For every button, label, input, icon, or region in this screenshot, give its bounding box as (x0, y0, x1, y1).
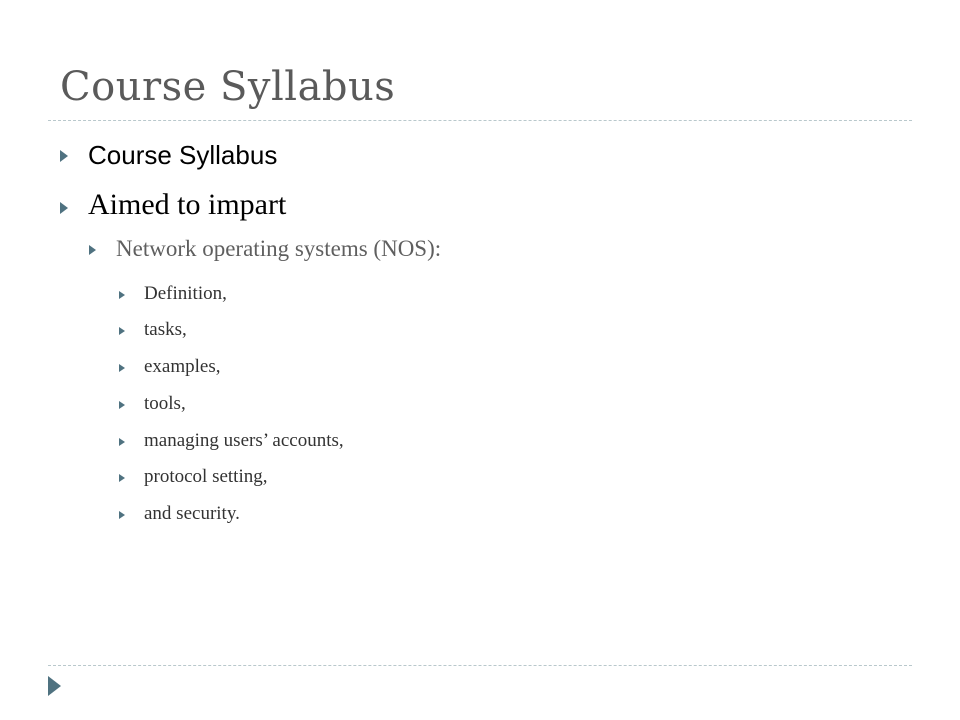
sub-sub-item-tools: tools, (144, 393, 186, 414)
sub-sub-item-examples: examples, (144, 356, 221, 377)
sub-sub-bullet-arrow-icon (119, 291, 125, 299)
footer-arrow-icon (48, 676, 61, 696)
sub-sub-item-security: and security. (144, 503, 240, 524)
sub-sub-bullet-arrow-icon (119, 438, 125, 446)
sub-item-nos: Network operating systems (NOS): (116, 236, 442, 261)
sub-sub-bullet-arrow-icon (119, 474, 125, 482)
sub-sub-bullet-arrow-icon (119, 327, 125, 335)
sub-sub-item-tasks: tasks, (144, 319, 187, 340)
sub-sub-item-protocol-setting: protocol setting, (144, 466, 268, 487)
bullet-item-aimed-to-impart: Aimed to impart (88, 188, 287, 221)
sub-sub-bullet-arrow-icon (119, 511, 125, 519)
sub-sub-item-definition: Definition, (144, 283, 227, 304)
sub-sub-item-managing-users: managing users’ accounts, (144, 430, 344, 451)
bullet-arrow-icon (60, 150, 68, 162)
bullet-arrow-icon (60, 202, 68, 214)
bullet-item-course-syllabus: Course Syllabus (88, 140, 278, 170)
footer-divider (48, 665, 912, 666)
sub-sub-bullet-arrow-icon (119, 364, 125, 372)
slide-title: Course Syllabus (60, 64, 396, 110)
sub-bullet-arrow-icon (89, 245, 96, 255)
title-divider (48, 120, 912, 121)
sub-sub-bullet-arrow-icon (119, 401, 125, 409)
